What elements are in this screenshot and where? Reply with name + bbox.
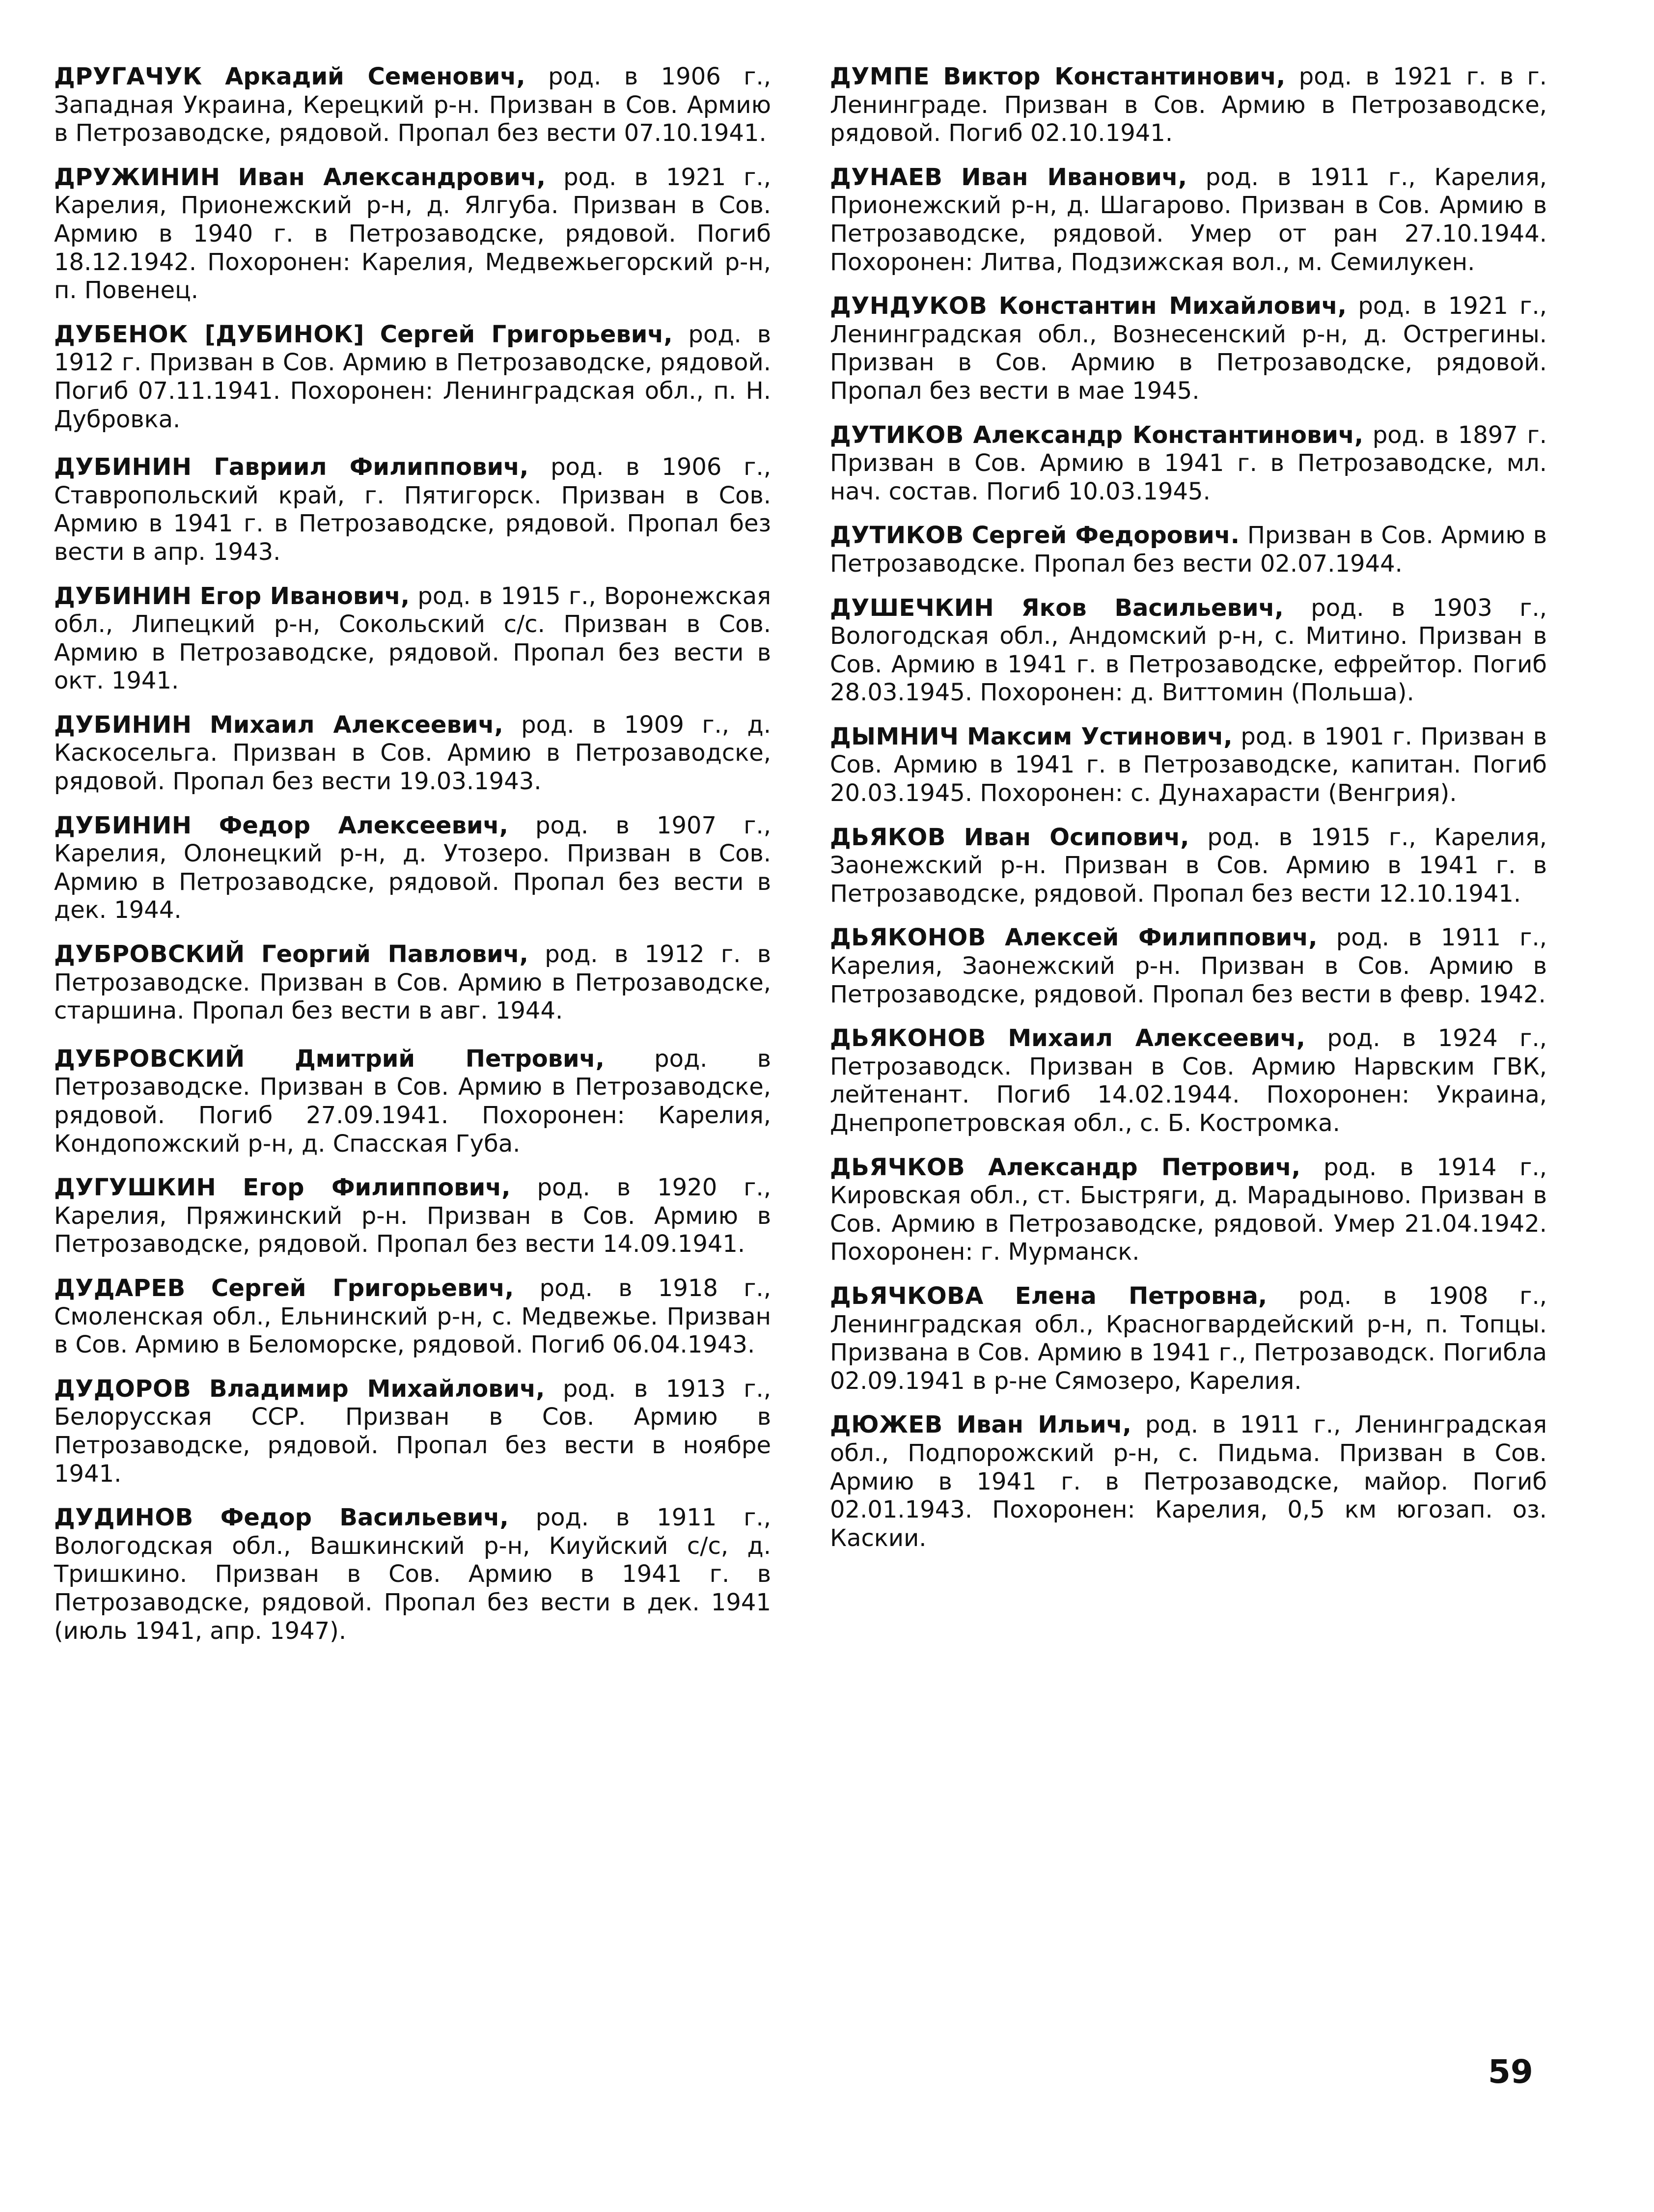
list-item (54, 453, 771, 566)
entry-given-name: Михаил Алексеевич, (210, 711, 503, 739)
entry-text: род. в 1920 г., Карелия, Пряжинский р-н. Призван в Сов. Армию в Петрозаводске, рядовой. Пропал без вести 14.09.1941. (54, 1174, 772, 1258)
entry-surname: ДУШЕЧКИН (830, 594, 994, 622)
list-item (830, 1024, 1547, 1137)
entry-surname: ДУДАРЕВ (54, 1274, 186, 1302)
list-item (830, 1282, 1547, 1395)
entry-given-name: Егор Иванович, (199, 582, 410, 610)
list-item (830, 924, 1547, 1009)
entry-surname: ДРУЖИНИН (54, 163, 221, 191)
entry-given-name: Константин Михайлович, (998, 292, 1347, 320)
entry-text: род. в 1911 г., Карелия, Прионежский р-н, д. Шагарово. Призван в Сов. Армию в Петрозаводске, рядовой. Умер от ран 27.10.1944. Похоронен: Литва, Подзижская вол., м. Семилукен. (830, 163, 1547, 276)
entry-surname: ДЬЯКОНОВ (830, 924, 986, 952)
entry-surname: ДУНАЕВ (830, 163, 943, 191)
entry-surname: ДУБРОВСКИЙ (54, 940, 245, 968)
entry-given-name: Федор Алексеевич, (219, 811, 508, 839)
entry-surname: ДУБИНИН (54, 582, 192, 610)
entry-text: род. в 1915 г., Воронежская обл., Липецкий р-н, Сокольский с/с. Призван в Сов. Армию в Петрозаводске, рядовой. Пропал без вести в окт. 1941. (54, 582, 772, 695)
entry-text: род. в 1914 г., Кировская обл., ст. Быстряги, д. Марадыново. Призван в Сов. Армию в Петрозаводске, рядовой. Умер 21.04.1942. Похоронен: г. Мурманск. (830, 1153, 1547, 1266)
entry-text: род. в 1906 г., Ставропольский край, г. Пятигорск. Призван в Сов. Армию в 1941 г. в Петрозаводске, рядовой. Пропал без вести в апр. 1943. (54, 453, 771, 566)
entry-text: род. в 1924 г., Петрозаводск. Призван в Сов. Армию Нарвским ГВК, лейтенант. Погиб 14.02.1944. Похоронен: Украина, Днепропетровская обл., с. Б. Костромка. (830, 1024, 1547, 1137)
list-item (830, 421, 1547, 506)
entry-surname: ДУМПЕ (830, 63, 930, 90)
list-item (830, 164, 1547, 276)
entry-given-name: Елена Петровна, (1015, 1282, 1268, 1310)
entry-given-name: Яков Васильевич, (1021, 594, 1284, 622)
entry-given-name: Иван Ильич, (956, 1411, 1131, 1439)
entry-text: род. в 1912 г. Призван в Сов. Армию в Петрозаводске, рядовой. Погиб 07.11.1941. Похоронен: Ленинградская обл., п. Н. Дубровка. (54, 320, 772, 433)
entry-given-name: Иван Александрович, (238, 163, 546, 191)
list-item (54, 711, 771, 796)
entry-given-name: Александр Константинович, (973, 421, 1364, 449)
entry-text: род. в Петрозаводске. Призван в Сов. Армию в Петрозаводске, рядовой. Погиб 27.09.1941. Похоронен: Карелия, Кондопожский р-н, д. Спасская Губа. (54, 1045, 771, 1158)
entry-surname: ДЫМНИЧ (830, 722, 959, 750)
entry-surname: ДУГУШКИН (54, 1174, 217, 1202)
entry-surname: ДУТИКОВ (830, 421, 964, 449)
entry-text: род. в 1921 г., Карелия, Прионежский р-н, д. Ялгуба. Призван в Сов. Армию в 1940 г. в Петрозаводске, рядовой. Погиб 18.12.1942. Похоронен: Карелия, Медвежьегорский р-н, п. Повенец. (54, 163, 771, 304)
entry-surname: ДРУГАЧУК (54, 63, 202, 90)
entry-given-name: Егор Филиппович, (243, 1174, 511, 1202)
entry-given-name: Гавриил Филиппович, (214, 453, 529, 481)
entry-given-name: Алексей Филиппович, (1005, 924, 1318, 952)
entry-text: род. в 1909 г., д. Каскосельга. Призван в Сов. Армию в Петрозаводске, рядовой. Пропал без вести 19.03.1943. (54, 711, 771, 796)
entry-given-name: Иван Осипович, (964, 823, 1189, 851)
entry-given-name: Георгий Павлович, (261, 940, 528, 968)
entry-text: род. в 1915 г., Карелия, Заонежский р-н. Призван в Сов. Армию в 1941 г. в Петрозаводске, рядовой. Пропал без вести 12.10.1941. (830, 823, 1547, 908)
entry-text: род. в 1907 г., Карелия, Олонецкий р-н, д. Утозеро. Призван в Сов. Армию в Петрозаводске, рядовой. Пропал без вести в дек. 1944. (54, 811, 771, 924)
entry-surname: ДУНДУКОВ (830, 292, 988, 320)
entry-given-name: Александр Петрович, (988, 1153, 1301, 1181)
list-item (54, 1045, 771, 1158)
entry-given-name: Михаил Алексеевич, (1008, 1024, 1305, 1052)
list-item (830, 594, 1547, 707)
entry-text: род. в 1911 г., Ленинградская обл., Подпорожский р-н, с. Пидьма. Призван в Сов. Армию в 1941 г. в Петрозаводске, майор. Погиб 02.01.1943. Похоронен: Карелия, 0,5 км югозап. оз. Каскии. (830, 1411, 1547, 1552)
entry-text: род. в 1903 г., Вологодская обл., Андомский р-н, с. Митино. Призван в Сов. Армию в 1941 г. в Петрозаводске, ефрейтор. Погиб 28.03.1945. Похоронен: д. Виттомин (Польша). (830, 594, 1547, 707)
entry-surname: ДЬЯЧКОВ (830, 1153, 965, 1181)
entry-given-name: Иван Иванович, (961, 163, 1187, 191)
list-item (54, 1274, 771, 1359)
entry-surname: ДУБЕНОК [ДУБИНОК] (54, 320, 364, 348)
entry-surname: ДЮЖЕВ (830, 1411, 943, 1439)
entry-text: род. в 1897 г. Призван в Сов. Армию в 1941 г. в Петрозаводске, мл. нач. состав. Погиб 10.03.1945. (830, 421, 1547, 505)
entry-surname: ДУБИНИН (54, 711, 192, 739)
list-item (54, 63, 771, 148)
entry-surname: ДУБРОВСКИЙ (54, 1045, 245, 1073)
list-item (830, 1411, 1547, 1552)
list-item (830, 292, 1547, 405)
entry-text: род. в 1913 г., Белорусская ССР. Призван в Сов. Армию в Петрозаводске, рядовой. Пропал без вести в ноябре 1941. (54, 1375, 772, 1488)
entry-text: род. в 1918 г., Смоленская обл., Ельнинский р-н, с. Медвежье. Призван в Сов. Армию в Беломорске, рядовой. Погиб 06.04.1943. (54, 1274, 771, 1359)
entry-text: род. в 1912 г. в Петрозаводске. Призван в Сов. Армию в Петрозаводске, старшина. Пропал без вести в авг. 1944. (54, 940, 771, 1025)
left-column (54, 63, 771, 1661)
entry-given-name: Сергей Федорович. (971, 522, 1240, 550)
entry-surname: ДУДОРОВ (54, 1375, 192, 1403)
entry-text: род. в 1921 г. в г. Ленинграде. Призван в Сов. Армию в Петрозаводске, рядовой. Погиб 02.10.1941. (830, 63, 1547, 147)
list-item (54, 1174, 771, 1259)
entry-given-name: Сергей Григорьевич, (211, 1274, 514, 1302)
list-item (54, 164, 771, 305)
entry-given-name: Сергей Григорьевич, (380, 320, 673, 348)
entry-text: род. в 1906 г., Западная Украина, Керецкий р-н. Призван в Сов. Армию в Петрозаводске, рядовой. Пропал без вести 07.10.1941. (54, 63, 771, 147)
entry-text: род. в 1911 г., Карелия, Заонежский р-н. Призван в Сов. Армию в Петрозаводске, рядовой. Пропал без вести в февр. 1942. (830, 924, 1547, 1008)
list-item (54, 582, 771, 695)
list-item (54, 1375, 771, 1488)
entry-given-name: Дмитрий Петрович, (295, 1045, 605, 1073)
list-item (830, 723, 1547, 808)
entry-text: род. в 1908 г., Ленинградская обл., Красногвардейский р-н, п. Топцы. Призвана в Сов. Армию в 1941 г., Петрозаводск. Погибла 02.09.1941 в р-не Сямозеро, Карелия. (830, 1282, 1547, 1395)
list-item (54, 1504, 771, 1645)
entry-surname: ДУБИНИН (54, 453, 192, 481)
entry-given-name: Федор Васильевич, (220, 1504, 509, 1532)
list-item (54, 812, 771, 925)
list-item (54, 940, 771, 1025)
list-item (830, 522, 1547, 578)
entry-given-name: Максим Устинович, (967, 722, 1233, 750)
entry-surname: ДУДИНОВ (54, 1504, 193, 1532)
entry-given-name: Владимир Михайлович, (209, 1375, 545, 1403)
entry-text: род. в 1911 г., Вологодская обл., Вашкинский р-н, Киуйский с/с, д. Тришкино. Призван в Сов. Армию в 1941 г. в Петрозаводске, рядовой. Пропал без вести в дек. 1941 (июль 1941, апр. 1947). (54, 1504, 772, 1645)
list-item (830, 63, 1547, 148)
entry-surname: ДУБИНИН (54, 811, 192, 839)
entry-surname: ДУТИКОВ (830, 522, 964, 550)
right-column (830, 63, 1547, 1568)
entry-surname: ДЬЯКОВ (830, 823, 946, 851)
entry-text: род. в 1901 г. Призван в Сов. Армию в 1941 г. в Петрозаводске, капитан. Погиб 20.03.1945. Похоронен: с. Дунахарасти (Венгрия). (830, 722, 1547, 807)
entry-text: род. в 1921 г., Ленинградская обл., Вознесенский р-н, д. Острегины. Призван в Сов. Армию в Петрозаводске, рядовой. Пропал без вести в мае 1945. (830, 292, 1547, 405)
entry-surname: ДЬЯКОНОВ (830, 1024, 986, 1052)
entry-text: Призван в Сов. Армию в Петрозаводске. Пропал без вести 02.07.1944. (830, 522, 1547, 578)
entry-given-name: Аркадий Семенович, (225, 63, 525, 90)
list-item (830, 824, 1547, 909)
entry-given-name: Виктор Константинович, (943, 63, 1286, 90)
list-item (54, 321, 771, 434)
list-item (830, 1154, 1547, 1267)
page-number: 59 (1488, 2053, 1533, 2091)
entry-surname: ДЬЯЧКОВА (830, 1282, 984, 1310)
